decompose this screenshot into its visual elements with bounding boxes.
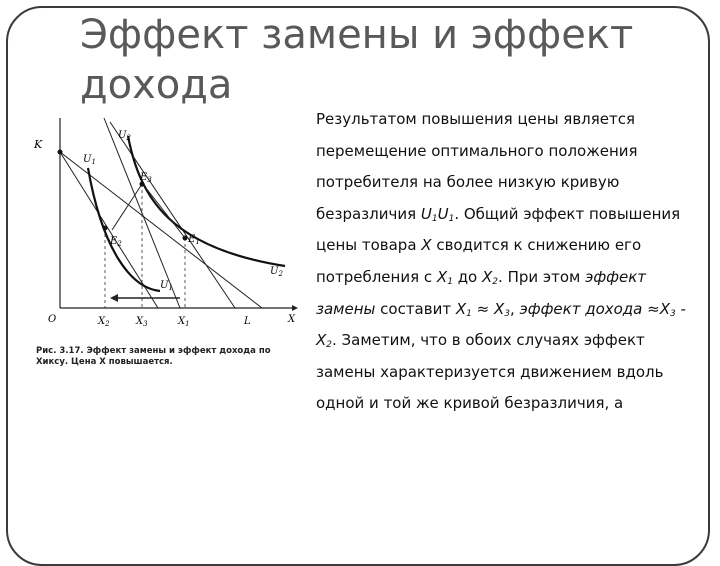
curve-u1	[88, 168, 160, 291]
figure-drawing	[30, 108, 305, 348]
arrow-e1-e3	[146, 188, 185, 238]
text-u1a: $U_1U_1$	[420, 204, 455, 224]
arrow-bottom-head	[110, 294, 118, 302]
label-e3: $E_3$	[140, 172, 152, 184]
budget-line-4	[104, 118, 180, 308]
label-x1: $X_1$	[178, 316, 190, 328]
label-x3: $X_3$	[136, 316, 148, 328]
text-x2: $X_2$	[482, 267, 499, 287]
text-ix2: $X_2$	[316, 331, 333, 351]
point-e2	[103, 226, 108, 231]
text-x-var: X	[421, 236, 432, 255]
text-x1: $X_1$	[436, 267, 453, 287]
text-p1: Результатом повышения цены является перемещение оптимального положения потребителя на более низкую кривую безразличия	[316, 110, 638, 223]
text-p3: сводится к снижению его потребления с	[316, 236, 642, 286]
figure-caption: Рис. 3.17. Эффект замены и эффект дохода по Хиксу. Цена X повышается.	[36, 346, 271, 367]
curve-u2	[128, 136, 285, 266]
label-l: L	[244, 316, 251, 327]
text-income-effect: эффект дохода	[519, 299, 643, 318]
text-approx2: ≈	[642, 299, 660, 318]
text-approx1: ≈	[471, 299, 494, 318]
text-substitution-effect: эффект замены	[316, 267, 647, 318]
text-minus: -	[675, 299, 686, 318]
text-p7: ,	[509, 299, 520, 318]
budget-line-3	[110, 122, 235, 308]
label-e2: $E_2$	[110, 236, 122, 248]
label-u2-right: $U_2$	[270, 266, 283, 278]
label-x2: $X_2$	[98, 316, 110, 328]
label-u2-top: $U_2$	[118, 130, 131, 142]
text-sx1: $X_1$	[455, 299, 472, 319]
text-sx3: $X_3$	[493, 299, 510, 319]
slide-body-text	[316, 104, 708, 420]
text-p6: составит	[375, 299, 456, 318]
arrow-e3-e2	[112, 184, 142, 230]
label-u1-bottom: $U_1$	[160, 280, 173, 292]
label-e1: $E_1$	[188, 234, 200, 246]
label-x-axis: X	[288, 314, 296, 325]
text-ix3: $X_3$	[659, 299, 676, 319]
text-p2: . Общий эффект повышения цены товара	[316, 204, 681, 255]
point-k	[58, 150, 63, 155]
label-origin: O	[48, 314, 57, 325]
label-k: K	[34, 138, 43, 151]
point-e1	[183, 236, 188, 241]
text-p4: до	[452, 267, 483, 286]
label-u1-top: $U_1$	[83, 154, 96, 166]
x-axis-arrow	[292, 305, 298, 311]
text-p5: . При этом	[498, 267, 586, 286]
slide-title: Эффект замены и эффект дохода	[80, 12, 634, 108]
text-p8: . Заметим, что в обоих случаях эффект замены характеризуется движением вдоль одной и той же кривой безразличия, а	[316, 331, 664, 413]
